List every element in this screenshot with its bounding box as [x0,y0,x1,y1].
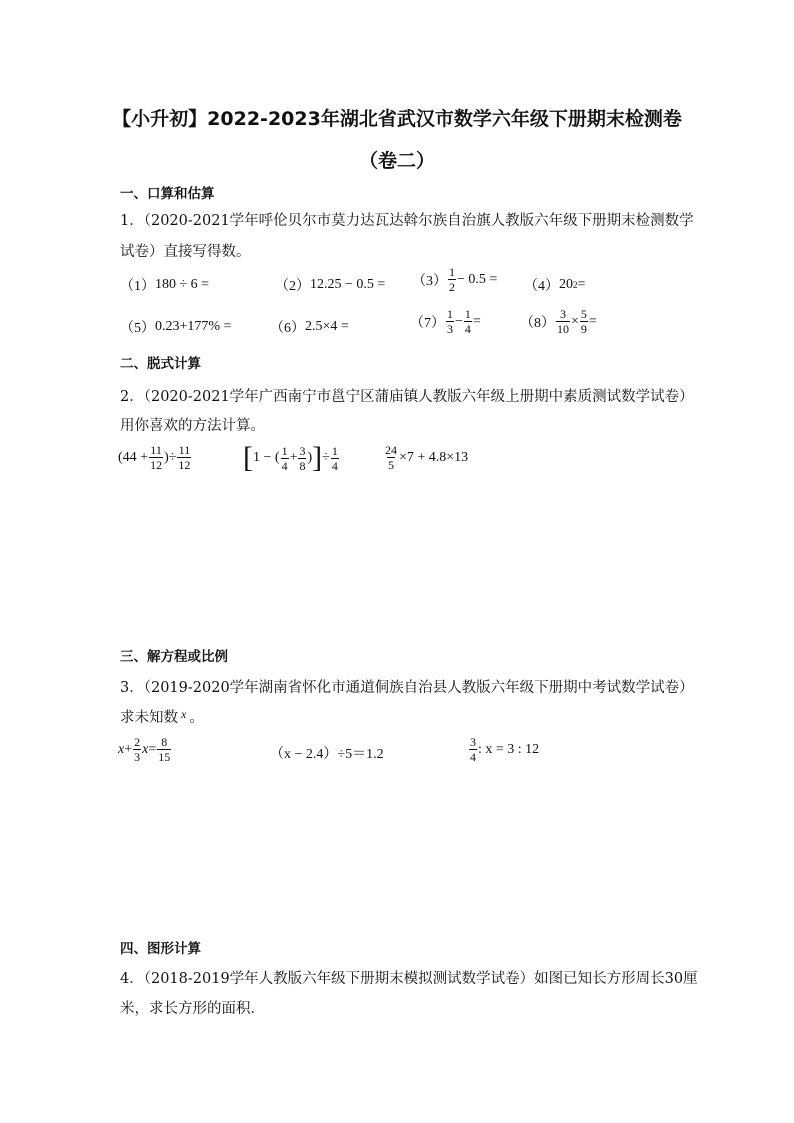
item-expression: = [577,277,586,292]
question-3-source: （2019-2020学年湖南省怀化市通道侗族自治县人教版六年级下册期中考试数学试卷） [143,680,694,696]
fraction [448,265,456,294]
fraction [298,444,306,473]
numerator: 3 [560,307,566,321]
section-heading-4: 四、图形计算 [120,941,201,957]
item-1-2 [275,275,385,295]
expr-text: 1 − ( [253,450,280,465]
question-2-line2: 用你喜欢的方法计算。 [120,418,265,434]
calc-expression-2 [243,443,340,473]
denominator: 4 [470,750,476,764]
item-expression: − 0.5 = [457,271,498,287]
expr-text: : x = 3 : 12 [478,741,540,757]
denominator: 10 [557,322,569,336]
fraction [464,307,472,336]
question-4-line2: 米，求长方形的面积． [120,1001,265,1017]
fraction [446,307,454,336]
item-label: （2） [275,279,310,294]
item-label: （5） [120,321,155,336]
question-2-number: 2． [120,389,144,405]
item-1-6 [270,317,349,337]
question-3-line2 [120,706,204,727]
operator: × [571,313,579,329]
denominator: 15 [158,750,171,764]
operator: + [124,741,133,757]
expr-text: )÷ [164,449,177,465]
question-1-number: 1． [120,213,144,229]
question-4-source: （2018-2019学年人教版六年级下册期末模拟测试数学试卷）如图已知长方形周长30厘 [143,971,698,987]
operator: + [289,450,298,465]
expr-text: ) [307,450,313,465]
question-3-number: 3． [120,680,144,696]
item-expression: 0.23+177% = [155,319,232,334]
numerator: 8 [161,735,168,749]
operator: = [472,313,481,329]
section-heading-3: 三、解方程或比例 [120,649,228,665]
item-1-1 [120,275,209,295]
numerator: 11 [150,443,162,457]
item-expression: 2.5×4 = [305,319,349,334]
item-label: （8） [520,315,555,331]
variable: x [118,741,125,757]
operator: ÷ [322,450,330,465]
denominator: 4 [331,458,338,473]
denominator: 9 [580,322,587,336]
item-1-8 [520,307,597,336]
question-2-source: （2020-2021学年广西南宁市邕宁区蒲庙镇人教版六年级上册期中素质测试数学试卷） [143,389,694,405]
page-title: 【小升初】2022-2023年湖北省武汉市数学六年级下册期末检测卷 [112,108,682,130]
fraction [133,735,141,764]
item-label: （7） [410,315,445,331]
item-1-7 [410,307,481,336]
denominator: 12 [178,458,191,472]
numerator: 5 [580,307,587,321]
section-heading-2: 二、脱式计算 [120,356,201,372]
denominator: 4 [464,322,471,336]
numerator: 1 [281,443,288,458]
fraction [157,735,171,764]
item-label: （4） [524,279,559,294]
fraction [469,735,477,764]
item-1-5 [120,317,231,337]
numerator: 3 [299,443,306,458]
variable: x [181,707,187,721]
item-label: （6） [270,321,305,336]
denominator: 4 [281,458,288,473]
denominator: 3 [134,750,141,764]
question-4-line1 [120,967,698,988]
question-2-line1 [120,385,694,406]
numerator: 1 [331,443,338,458]
question-1-line2: 试卷）直接写得数。 [120,244,251,260]
item-label: （3） [412,273,447,289]
numerator: 11 [178,443,191,457]
expr-text: ×7 + 4.8×13 [399,449,469,465]
numerator: 1 [449,265,455,279]
denominator: 2 [449,280,455,294]
item-expression: 180 ÷ 6 = [155,277,210,292]
fraction [331,444,339,473]
item-1-4 [524,275,585,295]
equation-3 [468,735,539,764]
question-3-line1 [120,676,694,697]
fraction [149,443,163,472]
question-1-line1 [120,209,694,230]
numerator: 24 [385,443,397,457]
fraction [177,443,191,472]
numerator: 2 [134,735,141,749]
question-4-number: 4． [120,971,144,987]
fraction [556,307,570,336]
item-label: （1） [120,279,155,294]
fraction [384,443,398,472]
bracket: [ [243,441,253,474]
equation-1 [118,735,172,764]
denominator: 3 [447,322,453,336]
fraction [580,307,588,336]
power-exponent: 2 [573,280,578,290]
calc-expression-3 [383,443,468,472]
operator: − [455,313,463,329]
denominator: 5 [388,458,394,472]
question-text: 求未知数 [120,710,178,726]
section-heading-1: 一、口算和估算 [120,186,215,202]
operator: = [588,313,597,329]
numerator: 1 [464,307,471,321]
operator: = [148,741,157,757]
item-expression: 12.25 − 0.5 = [310,277,386,292]
fraction [281,444,289,473]
numerator: 3 [470,735,476,749]
power-base: 20 [559,277,573,292]
item-1-3 [412,265,497,294]
numerator: 1 [447,307,453,321]
bracket: ] [312,441,323,474]
page-subtitle: （卷二） [358,150,435,172]
expr-text: (44 + [118,449,149,465]
equation-2: （x − 2.4）÷5＝1.2 [270,747,384,762]
question-text: 。 [189,710,204,726]
variable: x [142,741,149,757]
denominator: 12 [150,458,163,472]
calc-expression-1 [118,443,192,472]
denominator: 8 [299,458,306,473]
question-1-source: （2020-2021学年呼伦贝尔市莫力达瓦达斡尔族自治旗人教版六年级下册期末检测数学 [143,213,694,229]
